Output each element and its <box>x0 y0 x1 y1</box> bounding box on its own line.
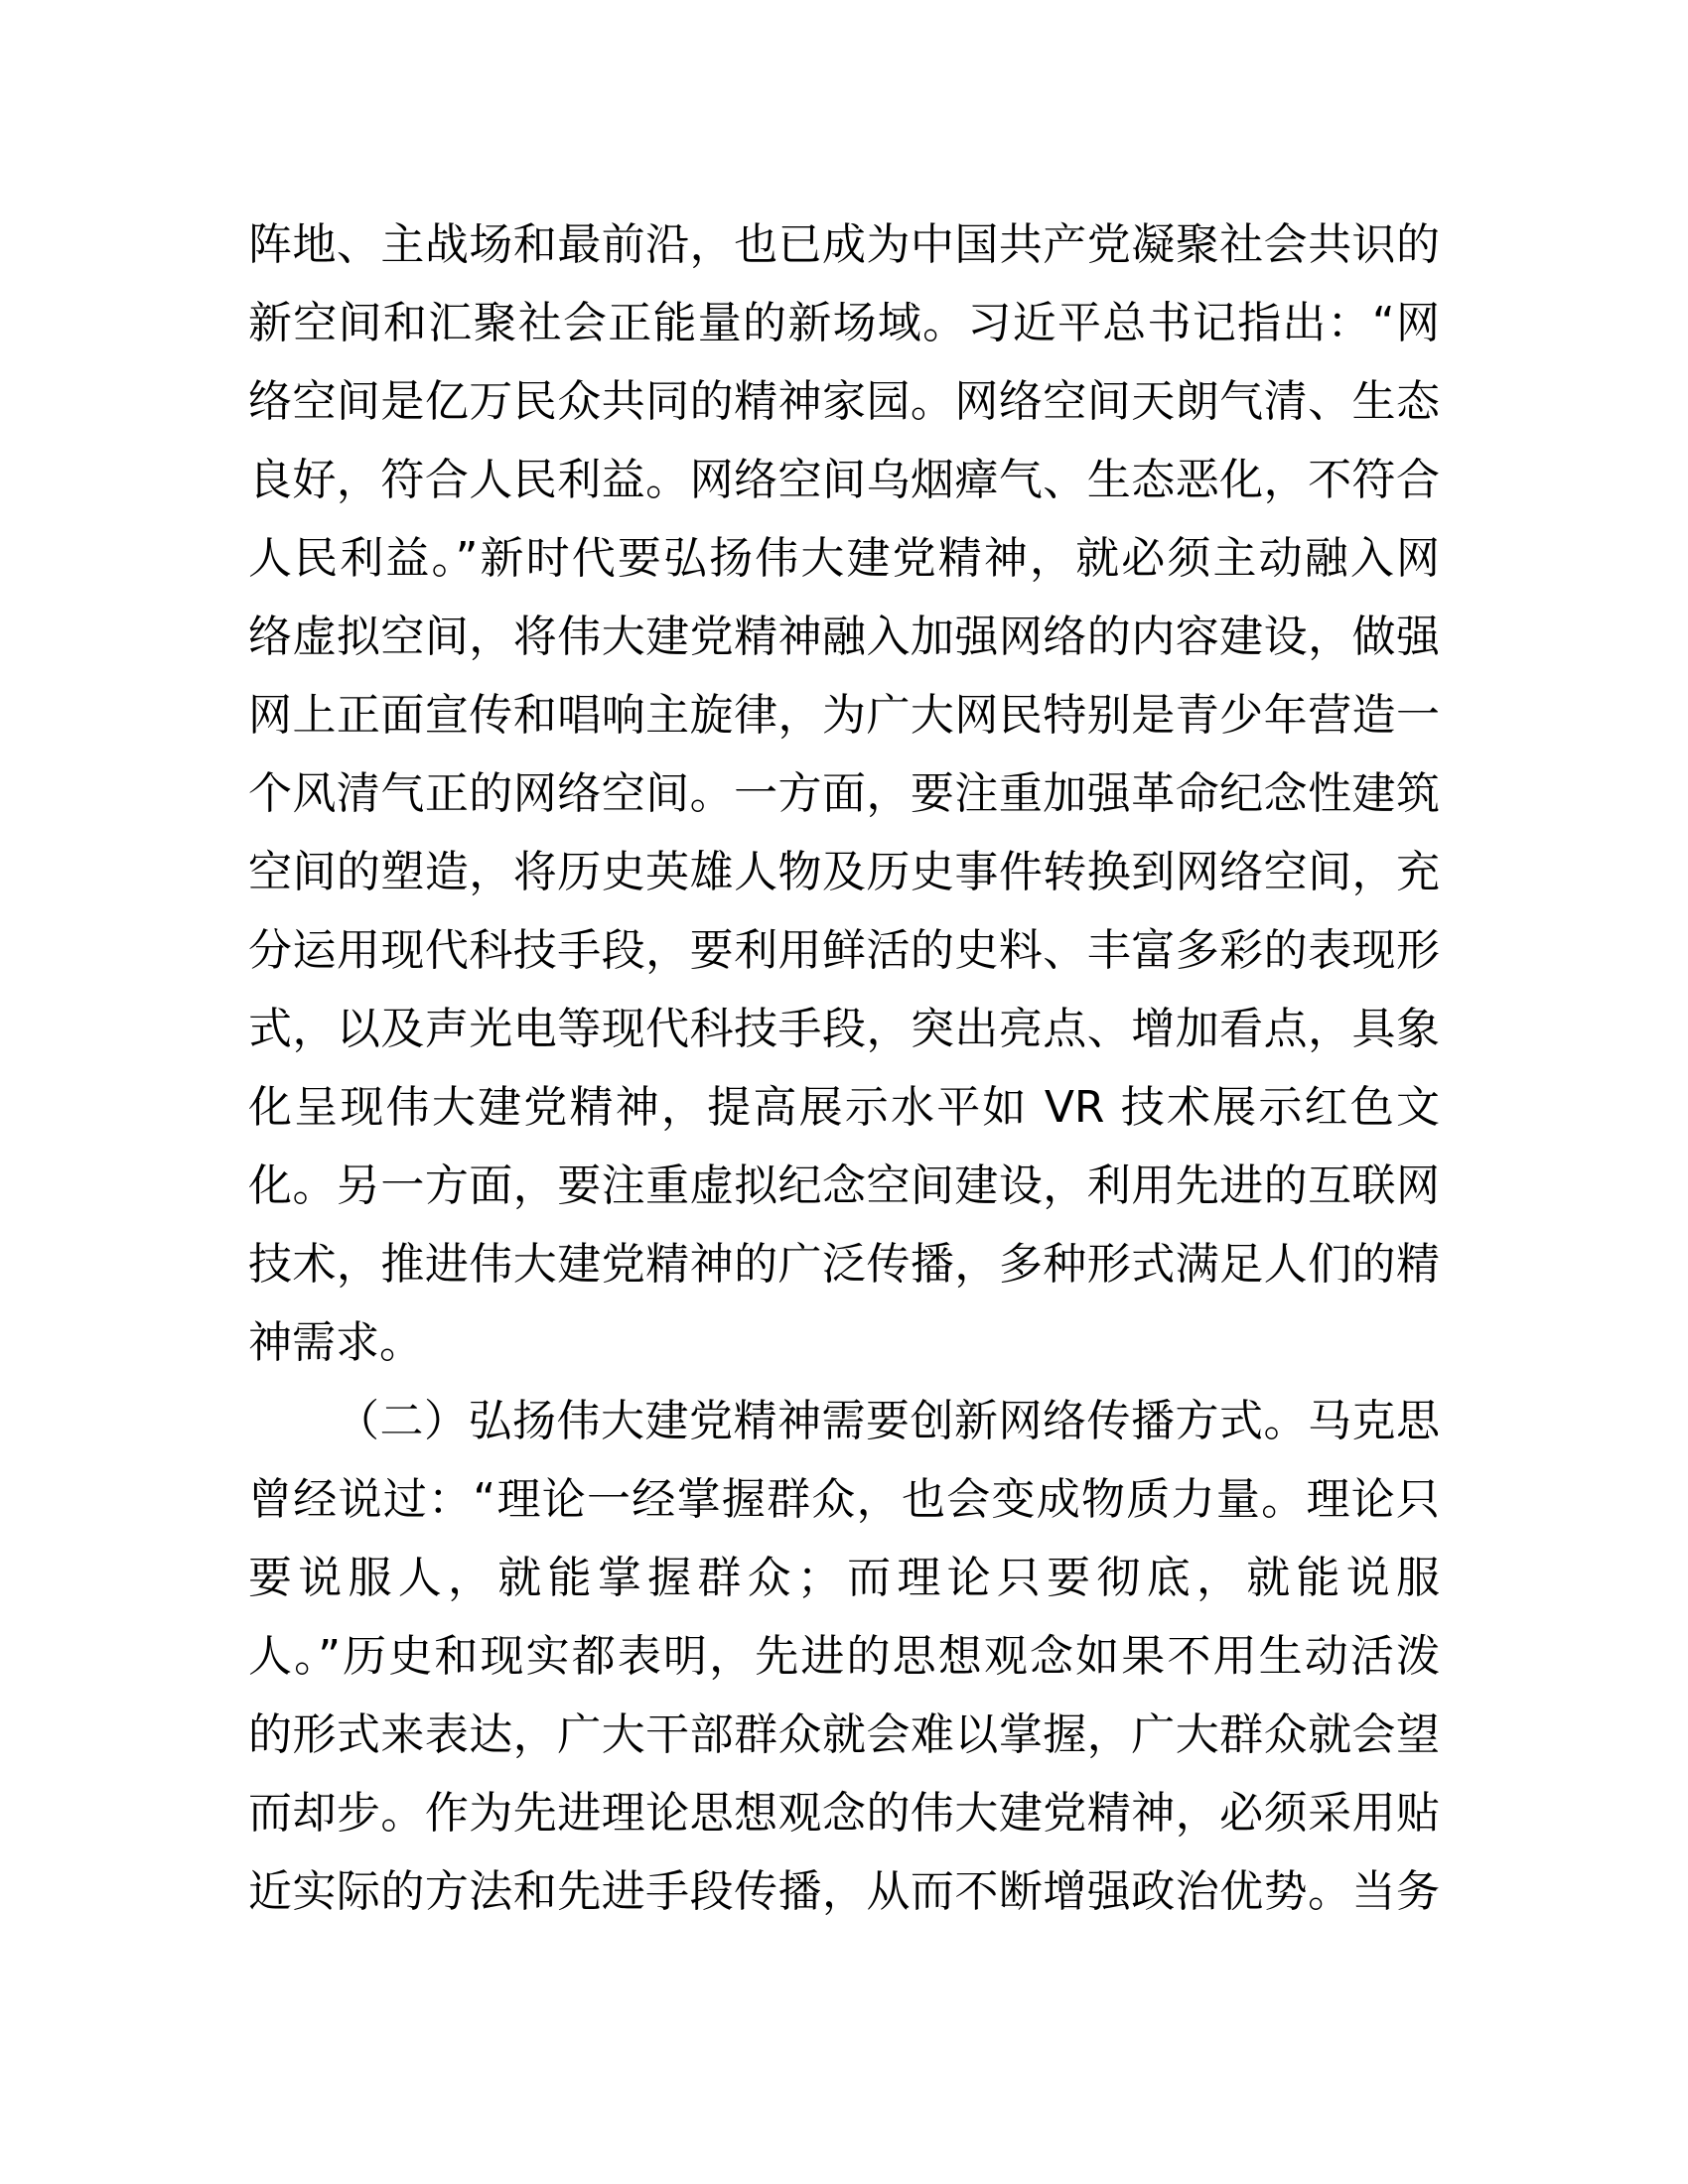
text-line: 新空间和汇聚社会正能量的新场域。习近平总书记指出：“网 <box>248 298 1440 348</box>
text-line: 络空间是亿万民众共同的精神家园。网络空间天朗气清、生态 <box>248 376 1440 427</box>
text-line: 络虚拟空间，将伟大建党精神融入加强网络的内容建设，做强 <box>248 612 1440 662</box>
text-line: 化呈现伟大建党精神，提高展示水平如 VR 技术展示红色文 <box>248 1082 1440 1133</box>
text-line: 人民利益。”新时代要弘扬伟大建党精神，就必须主动融入网 <box>248 533 1440 584</box>
document-body-text <box>248 205 1440 1931</box>
text-line: 而却步。作为先进理论思想观念的伟大建党精神，必须采用贴 <box>248 1788 1440 1839</box>
text-line: 良好，符合人民利益。网络空间乌烟瘴气、生态恶化，不符合 <box>248 455 1440 505</box>
text-line: 神需求。 <box>248 1317 423 1368</box>
text-line: 分运用现代科技手段，要利用鲜活的史料、丰富多彩的表现形 <box>248 925 1440 976</box>
text-line: 网上正面宣传和唱响主旋律，为广大网民特别是青少年营造一 <box>248 690 1440 741</box>
text-line: 曾经说过：“理论一经掌握群众，也会变成物质力量。理论只 <box>248 1474 1440 1525</box>
text-line: 空间的塑造，将历史英雄人物及历史事件转换到网络空间，充 <box>248 847 1440 897</box>
text-line: 阵地、主战场和最前沿，也已成为中国共产党凝聚社会共识的 <box>248 219 1440 270</box>
text-line: 近实际的方法和先进手段传播，从而不断增强政治优势。当务 <box>248 1866 1440 1917</box>
text-line: 个风清气正的网络空间。一方面，要注重加强革命纪念性建筑 <box>248 768 1440 819</box>
text-line: （二）弘扬伟大建党精神需要创新网络传播方式。马克思 <box>336 1396 1440 1446</box>
text-line: 人。”历史和现实都表明，先进的思想观念如果不用生动活泼 <box>248 1631 1440 1682</box>
text-line: 式，以及声光电等现代科技手段，突出亮点、增加看点，具象 <box>248 1004 1440 1054</box>
text-line: 技术，推进伟大建党精神的广泛传播，多种形式满足人们的精 <box>248 1239 1440 1290</box>
paragraph <box>248 205 1440 1382</box>
paragraph <box>248 1382 1440 1931</box>
text-line: 要说服人，就能掌握群众；而理论只要彻底，就能说服 <box>248 1553 1440 1603</box>
text-line: 的形式来表达，广大干部群众就会难以掌握，广大群众就会望 <box>248 1709 1440 1760</box>
text-line: 化。另一方面，要注重虚拟纪念空间建设，利用先进的互联网 <box>248 1160 1440 1211</box>
